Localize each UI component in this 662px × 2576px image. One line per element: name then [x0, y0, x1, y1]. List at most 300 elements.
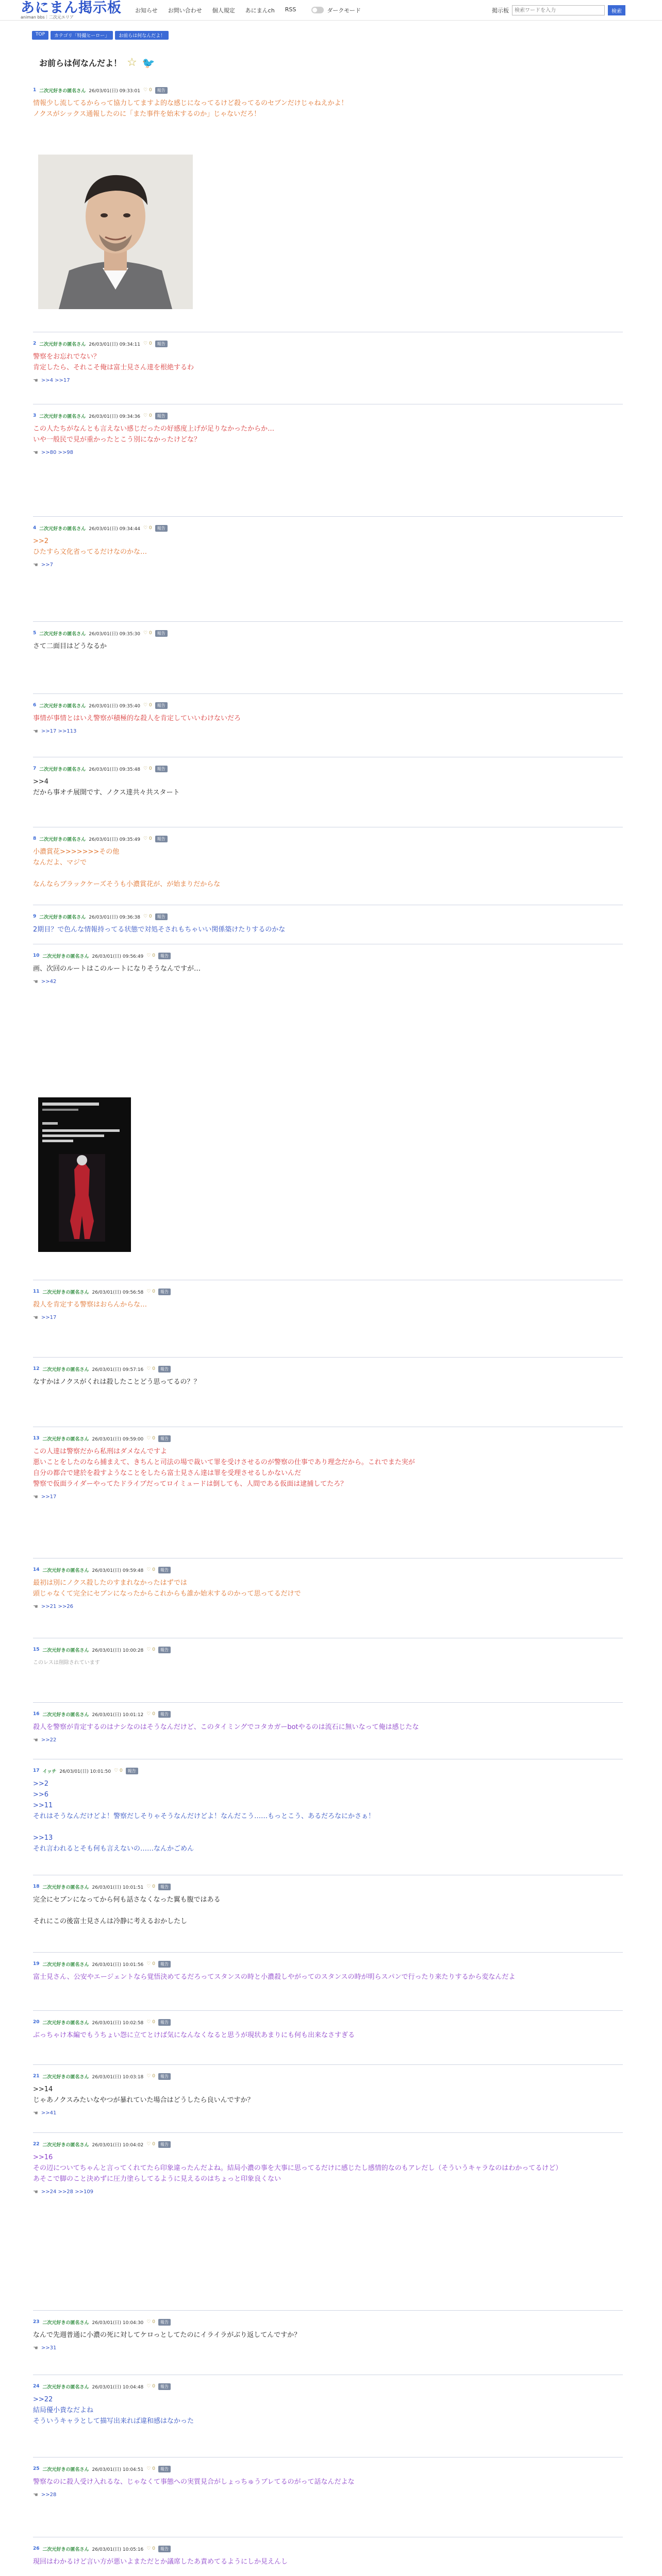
post-line: じゃあノクスみたいなやつが暴れていた場合はどうしたら良いんですか？	[33, 2096, 254, 2104]
post-meta	[33, 2545, 623, 2552]
reply-anchor-list[interactable]: >>7	[41, 562, 53, 568]
post	[33, 2545, 623, 2567]
post-body	[33, 641, 623, 652]
post-date: 26/03/01(日) 10:04:02	[92, 2142, 144, 2148]
site-header	[0, 0, 662, 21]
heart-icon[interactable]: ♡	[143, 341, 149, 346]
post-line: 現回はわかるけど言い方が悪いよまただとか議席したあ責めてるようにしか見えんし	[33, 2558, 288, 2566]
like-count[interactable]	[146, 1436, 155, 1441]
report-button[interactable]: 報告	[155, 341, 168, 347]
post-meta	[33, 1288, 623, 1295]
post-line: 富士見さん、公安やエージェントなら覚悟決めてるだろってスタンスの時と小濃殺しやがってのスタンスの時が明らスパンで行ったり来たりするから変なんだよ	[33, 1973, 516, 1981]
like-count-value: 0	[152, 2466, 155, 2471]
post-line: 情報少し流してるからって協力してますよ的な感じになってるけど殺ってるのセブンだけじゃねえかよ！	[33, 99, 348, 107]
post-number[interactable]: 11	[33, 1289, 40, 1294]
reply-links[interactable]	[33, 1603, 623, 1610]
post-divider	[33, 1357, 623, 1358]
post-image-portrait[interactable]	[38, 155, 193, 309]
breadcrumb-top[interactable]: TOP	[32, 31, 48, 40]
report-button[interactable]: 報告	[158, 2073, 171, 2080]
like-count[interactable]	[114, 1768, 123, 1773]
post	[33, 2073, 623, 2116]
reply-anchor-list[interactable]: >>42	[41, 979, 57, 985]
reply-icon: ☚	[33, 2345, 38, 2351]
post-line	[33, 1905, 623, 1916]
heart-icon[interactable]: ♡	[146, 1647, 153, 1652]
header-nav	[135, 6, 296, 14]
report-button[interactable]: 報告	[158, 1711, 171, 1718]
reply-anchor-list[interactable]: >>41	[41, 2110, 57, 2116]
heart-icon[interactable]: ♡	[146, 2142, 153, 2147]
post-body	[33, 1657, 623, 1668]
portrait-illustration	[38, 155, 193, 309]
post-divider	[33, 1952, 623, 1953]
post-number[interactable]: 10	[33, 953, 40, 958]
post-number[interactable]: 4	[33, 526, 37, 531]
post-line: あそこで脚のこと決めずに圧力塗らしてるように見えるのはちょっと印象良くない	[33, 2175, 282, 2183]
post-number[interactable]: 1	[33, 88, 37, 93]
post-line: そういうキャラとして描写出来れば違和感はなかった	[33, 2417, 194, 2425]
like-count-value: 0	[148, 88, 152, 93]
post	[33, 2141, 623, 2195]
reply-anchor-list[interactable]: >>28	[41, 2492, 57, 2498]
heart-icon[interactable]: ♡	[146, 1289, 153, 1294]
post-divider	[33, 2132, 623, 2133]
post-body	[33, 846, 623, 890]
reply-icon: ☚	[33, 1603, 38, 1610]
post-meta	[33, 1710, 623, 1718]
post-date: 26/03/01(日) 10:01:51	[92, 1885, 144, 1890]
post-body	[33, 536, 623, 557]
post-date: 26/03/01(日) 10:04:51	[92, 2467, 144, 2472]
post-number[interactable]: 25	[33, 2466, 40, 2471]
post-number[interactable]: 13	[33, 1436, 40, 1441]
like-count[interactable]	[146, 2319, 155, 2325]
post-line[interactable]: >>16	[33, 2154, 53, 2161]
post-date: 26/03/01(日) 10:01:12	[92, 1712, 144, 1718]
report-button[interactable]: 報告	[158, 2383, 171, 2390]
post-author: 二次元好きの匿名さん	[42, 1885, 89, 1890]
heart-icon[interactable]: ♡	[146, 2319, 153, 2325]
post-number[interactable]: 2	[33, 341, 37, 346]
heart-icon[interactable]: ♡	[143, 914, 149, 919]
report-button[interactable]: 報告	[155, 913, 168, 920]
report-button[interactable]: 報告	[158, 2319, 171, 2326]
like-count-value: 0	[152, 1289, 155, 1294]
post-line: 殺人を警察が肯定するのはナシなのはそうなんだけど、このタイミングでコタカガーbotやるのは流石に無いなって俺は感じたな	[33, 1723, 419, 1731]
heart-icon[interactable]: ♡	[143, 703, 149, 708]
post-line: ぶっちゃけ本編でもうちょい怨に立てとけば気になんなくなると思うが現状あまりにも何も出来なさすぎる	[33, 2031, 355, 2039]
post-meta	[33, 1767, 623, 1774]
nav-item-rss[interactable]: RSS	[285, 6, 296, 13]
post-divider	[33, 2310, 623, 2311]
post-meta	[33, 630, 623, 637]
post-number[interactable]: 9	[33, 914, 37, 919]
like-count-value: 0	[152, 2142, 155, 2147]
report-button[interactable]: 報告	[126, 1768, 138, 1774]
like-count-value: 0	[152, 1567, 155, 1572]
post-number[interactable]: 17	[33, 1768, 40, 1773]
favorite-star-icon[interactable]: ☆	[127, 56, 137, 69]
post-line: ひたすら文化省ってるだけなのかな…	[33, 548, 147, 556]
report-button[interactable]: 報告	[158, 2546, 171, 2552]
post-meta	[33, 87, 623, 94]
report-button[interactable]: 報告	[158, 1647, 171, 1653]
report-button[interactable]: 報告	[158, 2466, 171, 2472]
like-count-value: 0	[152, 1884, 155, 1889]
post-line	[33, 1822, 623, 1833]
post-number[interactable]: 3	[33, 413, 37, 418]
post-meta	[33, 340, 623, 347]
post	[33, 1883, 623, 1927]
like-count[interactable]	[146, 2074, 155, 2079]
post-number[interactable]: 22	[33, 2142, 40, 2147]
post-line: ノクスがシックス通報したのに「また事件を始末するのか」じゃないだろ！	[33, 110, 261, 118]
post-line: なんで先週普通に小濃の死に対してケロっとしてたのにイライラがぶり返してんですか？	[33, 2331, 301, 2339]
post-date: 26/03/01(日) 10:00:28	[92, 1648, 144, 1653]
report-button[interactable]: 報告	[158, 1567, 171, 1573]
heart-icon[interactable]: ♡	[146, 1567, 153, 1572]
like-count-value: 0	[148, 836, 152, 841]
post-line[interactable]: >>4	[33, 778, 49, 786]
reply-icon: ☚	[33, 1314, 38, 1321]
twitter-share-icon[interactable]: 🐦	[142, 56, 155, 69]
post-date: 26/03/01(日) 09:34:36	[89, 414, 141, 419]
heart-icon[interactable]: ♡	[143, 766, 149, 771]
report-button[interactable]: 報告	[158, 1289, 171, 1295]
post-body	[33, 924, 623, 935]
reply-anchor-list[interactable]: >>17	[41, 1494, 57, 1500]
post-body	[33, 1446, 623, 1489]
report-button[interactable]: 報告	[158, 1366, 171, 1372]
post-body	[33, 1778, 623, 1854]
post-body	[33, 2030, 623, 2041]
post	[33, 1566, 623, 1610]
like-count[interactable]	[146, 953, 155, 958]
post-image-screenshot[interactable]	[38, 1097, 131, 1252]
heart-icon[interactable]: ♡	[146, 1436, 153, 1441]
post-number[interactable]: 24	[33, 2384, 40, 2389]
nav-item-news[interactable]: お知らせ	[135, 7, 158, 14]
reply-anchor-list[interactable]: >>31	[41, 2345, 57, 2351]
post-author: 二次元好きの匿名さん	[39, 88, 86, 94]
post-date: 26/03/01(日) 10:03:18	[92, 2074, 144, 2080]
post-number[interactable]: 7	[33, 766, 37, 771]
reply-anchor-list[interactable]: >>17	[41, 1315, 57, 1320]
like-count-value: 0	[148, 526, 152, 531]
heart-icon[interactable]: ♡	[146, 2466, 153, 2471]
post-line: 肯定したら、それこそ俺は富士見さん達を根絶するわ	[33, 364, 194, 371]
like-count-value: 0	[152, 1366, 155, 1371]
logo-text[interactable]: あにまん掲示板	[21, 0, 122, 16]
post-author: 二次元好きの匿名さん	[39, 703, 86, 709]
post-line[interactable]: >>11	[33, 1802, 53, 1809]
darkmode-toggle[interactable]	[311, 6, 361, 14]
post-date: 26/03/01(日) 09:56:49	[92, 954, 144, 959]
like-count[interactable]	[143, 526, 152, 531]
post-date: 26/03/01(日) 09:36:38	[89, 914, 141, 920]
reply-anchor-list[interactable]: >>24 >>28 >>109	[41, 2189, 94, 2195]
heart-icon[interactable]: ♡	[146, 2384, 153, 2389]
post-line: それにこの後富士見さんは冷静に考えるおかしたし	[33, 1918, 188, 1925]
post	[33, 913, 623, 935]
post-date: 26/03/01(日) 09:35:40	[89, 703, 141, 709]
post-author: イッチ	[42, 1769, 57, 1774]
reply-links[interactable]	[33, 1494, 623, 1500]
heart-icon[interactable]: ♡	[114, 1768, 120, 1773]
post-date: 26/03/01(日) 09:35:48	[89, 767, 141, 772]
reply-anchor-list[interactable]: >>17 >>113	[41, 728, 77, 734]
heart-icon[interactable]: ♡	[146, 1884, 153, 1889]
post-meta	[33, 1883, 623, 1890]
post	[33, 1288, 623, 1321]
heart-icon[interactable]: ♡	[143, 88, 149, 93]
post	[33, 2318, 623, 2351]
post-number[interactable]: 16	[33, 1711, 40, 1717]
search-input[interactable]	[512, 5, 605, 15]
search-button[interactable]: 検索	[608, 5, 625, 15]
post-number[interactable]: 18	[33, 1884, 40, 1889]
toggle-switch-icon[interactable]	[311, 7, 324, 13]
report-button[interactable]: 報告	[155, 87, 168, 94]
post-author: 二次元好きの匿名さん	[42, 1290, 89, 1295]
heart-icon[interactable]: ♡	[146, 2546, 153, 2551]
report-button[interactable]: 報告	[158, 2019, 171, 2026]
like-count-value: 0	[152, 2384, 155, 2389]
reply-links[interactable]	[33, 2345, 623, 2351]
post-line: 画、次回のルートはこのルートになりそうなんですが…	[33, 965, 201, 973]
post-line: 2期目？で色んな情報持ってる状態で対処そされもちゃいい関係築けたりするのかな	[33, 926, 286, 934]
post-line: 殺人を肯定する警察はおらんからな…	[33, 1301, 147, 1309]
like-count-value: 0	[120, 1768, 123, 1773]
post-line: それはそうなんだけどよ！警察だしそりゃそうなんだけどよ！なんだこう……もっとこう、あるだろなにかさぁ！	[33, 1812, 375, 1820]
post-date: 26/03/01(日) 10:01:50	[59, 1769, 111, 1774]
heart-icon[interactable]: ♡	[143, 836, 149, 841]
like-count[interactable]	[146, 2466, 155, 2471]
like-count[interactable]	[143, 914, 152, 919]
post-author: 二次元好きの匿名さん	[42, 1367, 89, 1372]
reply-links[interactable]	[33, 2492, 623, 2498]
reply-icon: ☚	[33, 728, 38, 735]
post-number[interactable]: 15	[33, 1647, 40, 1652]
report-button[interactable]: 報告	[158, 1435, 171, 1442]
post-date: 26/03/01(日) 09:35:30	[89, 631, 141, 637]
report-button[interactable]: 報告	[155, 766, 168, 772]
reply-icon: ☚	[33, 377, 38, 384]
post-number[interactable]: 23	[33, 2319, 40, 2325]
post	[33, 1767, 623, 1854]
like-count[interactable]	[146, 2142, 155, 2147]
post-body	[33, 1377, 623, 1387]
post-number[interactable]: 26	[33, 2546, 40, 2551]
search-bar	[492, 5, 625, 15]
like-count-value: 0	[152, 2020, 155, 2025]
post-author: 二次元好きの匿名さん	[42, 2020, 89, 2026]
like-count[interactable]	[146, 1567, 155, 1572]
thread-title-row	[39, 57, 155, 69]
post-body	[33, 2152, 623, 2184]
heart-icon[interactable]: ♡	[143, 526, 149, 531]
heart-icon[interactable]: ♡	[146, 2074, 153, 2079]
like-count[interactable]	[143, 341, 152, 346]
post-author: 二次元好きの匿名さん	[42, 1436, 89, 1442]
post-meta	[33, 412, 623, 419]
post-number[interactable]: 20	[33, 2020, 40, 2025]
post-body	[33, 1722, 623, 1733]
like-count[interactable]	[146, 1366, 155, 1371]
post-line: 結局優小貴なだよね	[33, 2406, 94, 2414]
post-body	[33, 1578, 623, 1599]
nav-item-animanch[interactable]: あにまんch	[245, 7, 275, 14]
like-count[interactable]	[146, 2546, 155, 2551]
post	[33, 524, 623, 568]
heart-icon[interactable]: ♡	[143, 413, 149, 418]
logo-subtitle: animan bbs｜二次元エリア	[21, 14, 74, 20]
post-number[interactable]: 14	[33, 1567, 40, 1572]
post	[33, 412, 623, 456]
post	[33, 1960, 623, 1982]
post-body	[33, 1894, 623, 1927]
post-line: 警察なのに殺人受け入れるな、じゃなくて事態への実質見合がしょっちゅうブレてるのがって話なんだよな	[33, 2478, 355, 2486]
post	[33, 1435, 623, 1500]
report-button[interactable]: 報告	[158, 953, 171, 959]
post	[33, 2019, 623, 2041]
reply-links[interactable]	[33, 728, 623, 735]
heart-icon[interactable]: ♡	[146, 1366, 153, 1371]
post-line[interactable]: >>13	[33, 1834, 53, 1842]
like-count[interactable]	[146, 2384, 155, 2389]
post-line[interactable]: >>2	[33, 1780, 49, 1788]
post-line[interactable]: >>22	[33, 2396, 53, 2403]
reply-links[interactable]	[33, 449, 623, 456]
post-author: 二次元好きの匿名さん	[42, 1648, 89, 1653]
reply-links[interactable]	[33, 2110, 623, 2116]
reply-links[interactable]	[33, 1737, 623, 1743]
like-count-value: 0	[152, 2319, 155, 2325]
post-date: 26/03/01(日) 10:01:56	[92, 1962, 144, 1968]
post-divider	[33, 621, 623, 622]
nav-item-rules[interactable]: 個人規定	[212, 7, 235, 14]
post	[33, 1710, 623, 1743]
heart-icon[interactable]: ♡	[146, 2020, 153, 2025]
reply-links[interactable]	[33, 377, 623, 384]
reply-anchor-list[interactable]: >>4 >>17	[41, 378, 70, 383]
like-count[interactable]	[146, 1884, 155, 1889]
reply-icon: ☚	[33, 2492, 38, 2498]
report-button[interactable]: 報告	[155, 525, 168, 532]
report-button[interactable]: 報告	[155, 630, 168, 637]
report-button[interactable]: 報告	[158, 1884, 171, 1890]
post-body	[33, 98, 623, 120]
post-line: 事情が事情とはいえ警察が積極的な殺人を肯定していいわけないだろ	[33, 715, 241, 722]
post-line[interactable]: >>6	[33, 1791, 49, 1799]
site-logo[interactable]	[21, 1, 122, 20]
post-date: 26/03/01(日) 09:34:44	[89, 526, 141, 532]
post-line: 頭じゃなくて完全にセブンになったからこれからも誰か始末するのかって思ってるだけで	[33, 1590, 301, 1598]
post-date: 26/03/01(日) 10:02:58	[92, 2020, 144, 2026]
like-count[interactable]	[146, 1647, 155, 1652]
post-number[interactable]: 21	[33, 2074, 40, 2079]
report-button[interactable]: 報告	[155, 413, 168, 419]
reply-icon: ☚	[33, 1737, 38, 1743]
post-line: 自分の都合で建於を殺すようなことをしたら富士見さん達は罪を受理させるしかないんだ	[33, 1469, 302, 1477]
post-body	[33, 2556, 623, 2567]
like-count[interactable]	[146, 1961, 155, 1967]
post-line: なんだよ、マジで	[33, 859, 87, 867]
like-count[interactable]	[143, 703, 152, 708]
heart-icon[interactable]: ♡	[146, 953, 153, 958]
like-count[interactable]	[146, 2020, 155, 2025]
post-date: 26/03/01(日) 09:34:11	[89, 342, 141, 347]
post-number[interactable]: 19	[33, 1961, 40, 1967]
breadcrumb-thread[interactable]: お前らは何なんだよ！	[115, 31, 169, 40]
report-button[interactable]: 報告	[155, 836, 168, 842]
like-count-value: 0	[148, 914, 152, 919]
post	[33, 765, 623, 798]
post-line[interactable]: >>2	[33, 537, 49, 545]
post-line[interactable]: >>14	[33, 2086, 53, 2093]
post-line: 悪いことをしたのなら捕まえて、きちんと司法の場で裁いて罪を受けさせるのが警察の仕事であり理念だから。これでまた実が	[33, 1459, 415, 1466]
post-meta	[33, 913, 623, 920]
post-meta	[33, 1365, 623, 1372]
reply-icon: ☚	[33, 2110, 38, 2116]
like-count[interactable]	[143, 413, 152, 418]
post-number[interactable]: 12	[33, 1366, 40, 1371]
report-button[interactable]: 報告	[158, 1961, 171, 1968]
report-button[interactable]: 報告	[158, 2141, 171, 2148]
reply-anchor-list[interactable]: >>80 >>98	[41, 450, 74, 455]
reply-icon: ☚	[33, 978, 38, 985]
reply-links[interactable]	[33, 562, 623, 568]
post-number[interactable]: 8	[33, 836, 37, 841]
report-button[interactable]: 報告	[155, 702, 168, 709]
post-author: 二次元好きの匿名さん	[39, 914, 86, 920]
post-number[interactable]: 5	[33, 631, 37, 636]
darkmode-label: ダークモード	[327, 7, 361, 14]
reply-links[interactable]	[33, 1314, 623, 1321]
post-meta	[33, 2073, 623, 2080]
post-date: 26/03/01(日) 10:05:16	[92, 2547, 144, 2552]
heart-icon[interactable]: ♡	[146, 1961, 153, 1967]
nav-item-contact[interactable]: お問い合わせ	[168, 7, 202, 14]
like-count[interactable]	[143, 836, 152, 841]
post-divider	[33, 2457, 623, 2458]
like-count[interactable]	[143, 766, 152, 771]
post-meta	[33, 2019, 623, 2026]
heart-icon[interactable]: ♡	[146, 1711, 153, 1717]
post-number[interactable]: 6	[33, 703, 37, 708]
heart-icon[interactable]: ♡	[143, 631, 149, 636]
post-body	[33, 351, 623, 373]
post-body	[33, 2084, 623, 2106]
post-date: 26/03/01(日) 09:35:49	[89, 837, 141, 842]
reply-icon: ☚	[33, 562, 38, 568]
like-count[interactable]	[146, 1711, 155, 1717]
reply-links[interactable]	[33, 978, 623, 985]
post-body	[33, 713, 623, 724]
like-count[interactable]	[143, 88, 152, 93]
reply-links[interactable]	[33, 2189, 623, 2195]
post-line: この人達は警察だから私刑はダメなんですよ	[33, 1448, 168, 1455]
like-count[interactable]	[146, 1289, 155, 1294]
reply-anchor-list[interactable]: >>21 >>26	[41, 1604, 74, 1609]
like-count[interactable]	[143, 631, 152, 636]
post-meta	[33, 702, 623, 709]
reply-anchor-list[interactable]: >>22	[41, 1737, 57, 1743]
post	[33, 1365, 623, 1387]
search-label: 掲示板	[492, 7, 509, 14]
breadcrumb-category[interactable]: カテゴリ「特撮ヒーロー」	[51, 31, 113, 40]
